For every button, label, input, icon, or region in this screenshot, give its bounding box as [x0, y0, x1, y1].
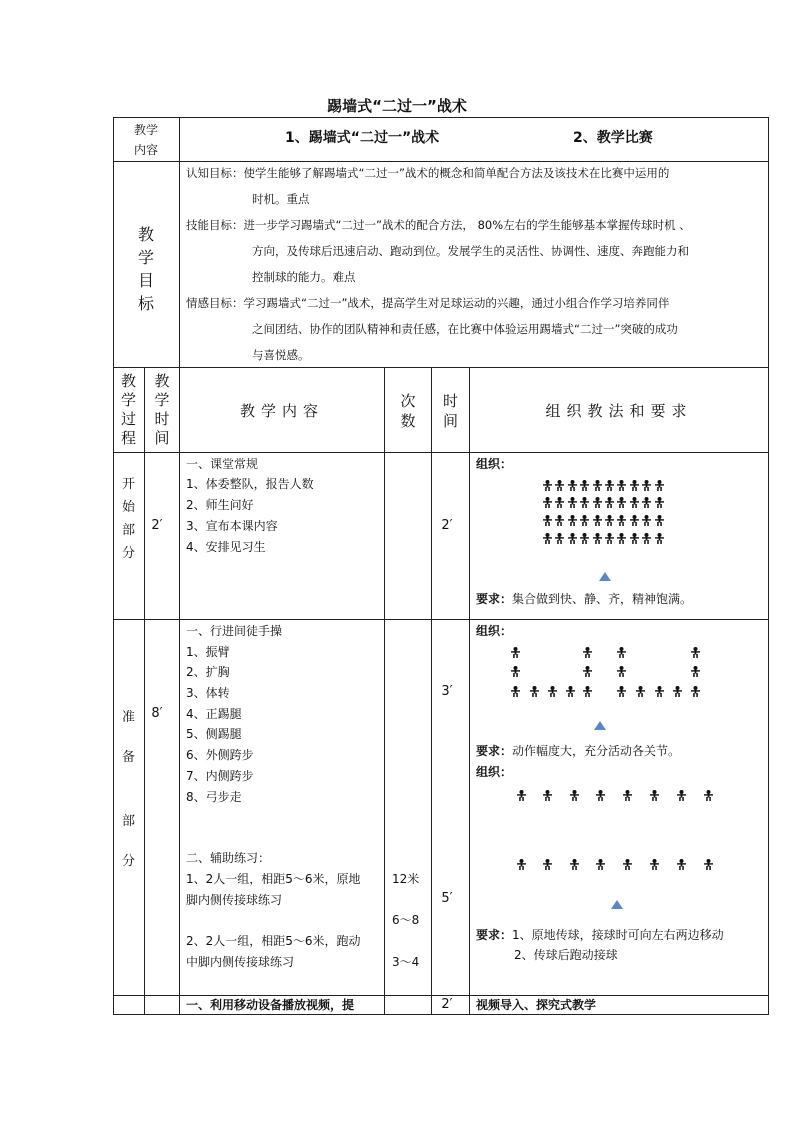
- student-figure-icon: [617, 529, 626, 540]
- student-figure-icon: [650, 855, 659, 866]
- student-figure-icon: [593, 529, 602, 540]
- student-figure-icon: [605, 529, 614, 540]
- student-figure-icon: [630, 529, 639, 540]
- prep-org-label-2: 组织：: [476, 765, 513, 779]
- student-figure-icon: [677, 786, 686, 797]
- student-figure-icon: [548, 682, 557, 693]
- student-figure-icon: [642, 493, 651, 504]
- student-figure-icon: [655, 529, 664, 540]
- prep-time: 8′: [151, 706, 163, 721]
- student-figure-icon: [617, 511, 626, 522]
- content-item-2: 2、教学比赛: [573, 130, 653, 146]
- student-figure-icon: [617, 476, 626, 487]
- start-org-label: 组织：: [476, 457, 513, 471]
- student-figure-icon: [691, 662, 700, 673]
- aux-count-1: 12米: [392, 872, 420, 886]
- student-figure-icon: [566, 682, 575, 693]
- student-figure-icon: [570, 786, 579, 797]
- student-figure-icon: [605, 511, 614, 522]
- student-figure-icon: [543, 511, 552, 522]
- student-figure-icon: [630, 493, 639, 504]
- student-figure-icon: [517, 786, 526, 797]
- aux-count-3: 3～4: [392, 955, 420, 969]
- student-figure-icon: [511, 643, 520, 654]
- student-figure-icon: [543, 855, 552, 866]
- student-figure-icon: [580, 529, 589, 540]
- student-figure-icon: [580, 511, 589, 522]
- prep-requirement-2b: 2、传球后跑动接球: [514, 948, 618, 962]
- student-figure-icon: [593, 493, 602, 504]
- student-figure-icon: [555, 493, 564, 504]
- prep-duration-1: 3′: [441, 684, 453, 699]
- teaching-content-label-1: 教学: [133, 123, 158, 137]
- start-duration: 2′: [441, 518, 453, 533]
- teaching-content-label-2: 内容: [133, 143, 158, 157]
- student-figure-icon: [617, 493, 626, 504]
- page-title: 踢墙式“二过一”战术: [327, 97, 467, 115]
- student-figure-icon: [570, 855, 579, 866]
- student-figure-icon: [704, 786, 713, 797]
- student-figure-icon: [543, 493, 552, 504]
- student-figure-icon: [555, 476, 564, 487]
- student-figure-icon: [636, 682, 645, 693]
- start-time: 2′: [151, 518, 163, 533]
- aux-item-2b: 中脚内侧传接球练习: [186, 955, 295, 969]
- col-method: 组织教法和要求: [545, 402, 693, 420]
- student-figure-icon: [596, 786, 605, 797]
- student-figure-icon: [593, 476, 602, 487]
- student-figure-icon: [655, 476, 664, 487]
- student-figure-icon: [568, 476, 577, 487]
- student-figure-icon: [580, 493, 589, 504]
- student-figure-icon: [568, 529, 577, 540]
- last-row-content: 一、利用移动设备播放视频，提: [186, 998, 355, 1012]
- student-figure-icon: [691, 682, 700, 693]
- prep-duration-2: 5′: [441, 891, 453, 906]
- student-figure-icon: [517, 855, 526, 866]
- aux-title: 二、辅助练习：: [186, 851, 271, 865]
- student-figure-icon: [596, 855, 605, 866]
- student-figure-icon: [623, 786, 632, 797]
- student-figure-icon: [677, 855, 686, 866]
- student-figure-icon: [704, 855, 713, 866]
- aux-item-1a: 1、2人一组，相距5～6米，原地: [186, 872, 361, 886]
- student-figure-icon: [617, 682, 626, 693]
- student-figure-icon: [555, 529, 564, 540]
- student-figure-icon: [530, 682, 539, 693]
- start-requirement: 要求：集合做到快、静、齐，精神饱满。: [476, 592, 693, 606]
- teacher-marker-icon: [599, 572, 611, 581]
- student-figure-icon: [642, 529, 651, 540]
- student-figure-icon: [617, 643, 626, 654]
- prep-requirement-2: 要求：1、原地传球，接球时可向左右两边移动: [476, 928, 724, 942]
- student-figure-icon: [655, 682, 664, 693]
- student-figure-icon: [655, 511, 664, 522]
- student-figure-icon: [655, 493, 664, 504]
- student-figure-icon: [511, 662, 520, 673]
- student-figure-icon: [642, 476, 651, 487]
- student-figure-icon: [580, 476, 589, 487]
- student-figure-icon: [642, 511, 651, 522]
- student-figure-icon: [543, 786, 552, 797]
- last-row-method: 视频导入、探究式教学: [476, 998, 597, 1012]
- last-row-duration: 2′: [441, 997, 453, 1012]
- student-figure-icon: [568, 511, 577, 522]
- col-content: 教学内容: [239, 402, 324, 420]
- student-figure-icon: [583, 662, 592, 673]
- student-figure-icon: [583, 643, 592, 654]
- student-figure-icon: [605, 476, 614, 487]
- student-figure-icon: [605, 493, 614, 504]
- student-figure-icon: [673, 682, 682, 693]
- student-figure-icon: [623, 855, 632, 866]
- student-figure-icon: [543, 476, 552, 487]
- prep-requirement-1: 要求：动作幅度大，充分活动各关节。: [476, 744, 681, 758]
- student-figure-icon: [630, 511, 639, 522]
- aux-item-2a: 2、2人一组，相距5～6米，跑动: [186, 934, 361, 948]
- student-figure-icon: [617, 662, 626, 673]
- student-figure-icon: [583, 682, 592, 693]
- student-figure-icon: [568, 493, 577, 504]
- student-figure-icon: [593, 511, 602, 522]
- teacher-marker-icon: [611, 900, 623, 909]
- content-item-1: 1、踢墙式“二过一”战术: [285, 130, 440, 146]
- student-figure-icon: [555, 511, 564, 522]
- student-figure-icon: [511, 682, 520, 693]
- aux-item-1b: 脚内侧传接球练习: [186, 893, 283, 907]
- prep-org-label-1: 组织：: [476, 624, 513, 638]
- student-figure-icon: [630, 476, 639, 487]
- aux-count-2: 6～8: [392, 913, 420, 927]
- teacher-marker-icon: [594, 721, 606, 730]
- student-figure-icon: [650, 786, 659, 797]
- student-figure-icon: [543, 529, 552, 540]
- student-figure-icon: [691, 643, 700, 654]
